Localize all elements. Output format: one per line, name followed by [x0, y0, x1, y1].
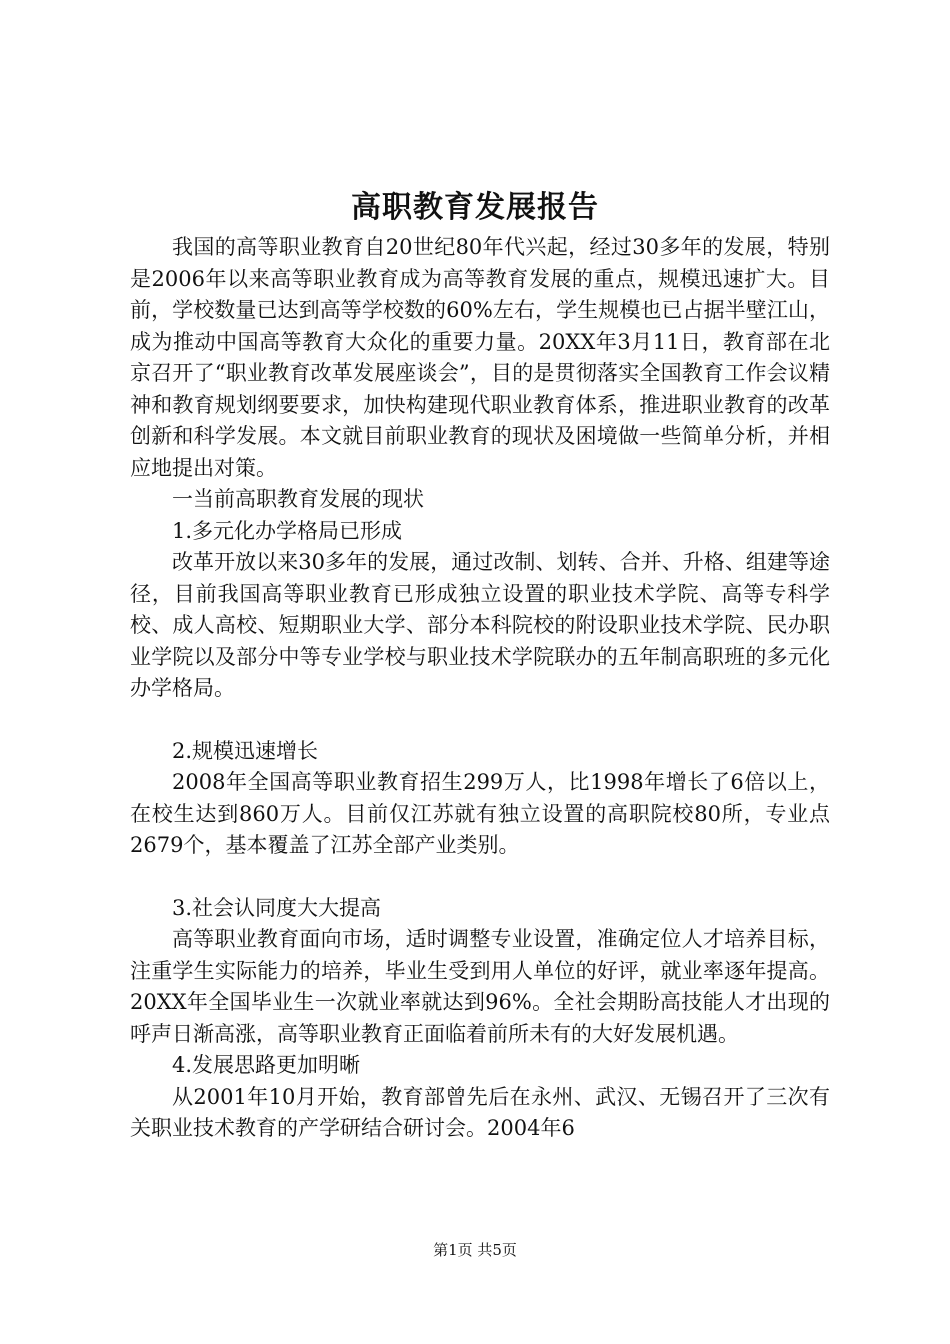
paragraph-rapid-growth: 2008年全国高等职业教育招生299万人，比1998年增长了6倍以上，在校生达到860万人。目前仅江苏就有独立设置的高职院校80所，专业点2679个，基本覆盖了江苏全部产业类别。: [130, 770, 830, 857]
section-heading-current-status: 一当前高职教育发展的现状: [172, 487, 424, 511]
subheading-rapid-growth: 2.规模迅速增长: [172, 738, 319, 763]
paragraph-social-recognition: 高等职业教育面向市场，适时调整专业设置，准确定位人才培养目标，注重学生实际能力的培养，毕业生受到用人单位的好评，就业率逐年提高。20XX年全国毕业生一次就业率就达到96%。全社会期盼高技能人才出现的呼声日渐高涨，高等职业教育正面临着前所未有的大好发展机遇。: [130, 927, 830, 1046]
paragraph-diversified-schooling: 改革开放以来30多年的发展，通过改制、划转、合并、升格、组建等途径，目前我国高等职业教育已形成独立设置的职业技术学院、高等专科学校、成人高校、短期职业大学、部分本科院校的附设职业技术学院、民办职业学院以及部分中等专业学校与职业技术学院联办的五年制高职班的多元化办学格局。: [130, 550, 830, 700]
paragraph-development-ideas: 从2001年10月开始，教育部曾先后在永州、武汉、无锡召开了三次有关职业技术教育的产学研结合研讨会。2004年6: [130, 1084, 830, 1140]
subheading-diversified-schooling: 1.多元化办学格局已形成: [172, 518, 403, 543]
document-body: [130, 232, 830, 1145]
subheading-social-recognition: 3.社会认同度大大提高: [172, 895, 382, 920]
page-footer: 第1页 共5页: [433, 1241, 517, 1259]
document-title: 高职教育发展报告: [351, 190, 599, 225]
intro-paragraph: 我国的高等职业教育自20世纪80年代兴起，经过30多年的发展，特别是2006年以来高等职业教育成为高等教育发展的重点，规模迅速扩大。目前，学校数量已达到高等学校数的60%左右，学生规模也已占据半壁江山，成为推动中国高等教育大众化的重要力量。20XX年3月11日，教育部在北京召开了“职业教育改革发展座谈会”，目的是贯彻落实全国教育工作会议精神和教育规划纲要要求，加快构建现代职业教育体系，推进职业教育的改革创新和科学发展。本文就目前职业教育的现状及困境做一些简单分析，并相应地提出对策。: [130, 235, 830, 480]
subheading-development-ideas: 4.发展思路更加明晰: [172, 1053, 361, 1077]
